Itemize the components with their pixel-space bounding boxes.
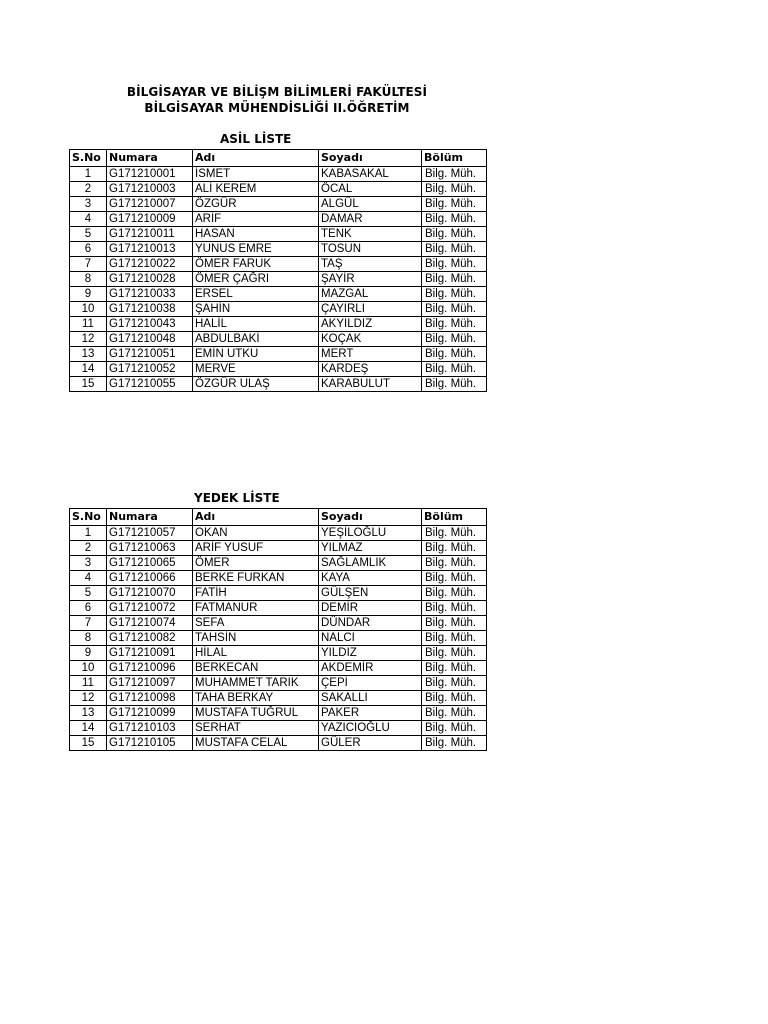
- cell-numara: G171210052: [107, 362, 193, 377]
- cell-soyadi: MAZGAL: [319, 287, 422, 302]
- cell-sno: 2: [70, 182, 107, 197]
- cell-adi: ÖMER ÇAĞRI: [193, 272, 319, 287]
- table-row: [70, 212, 487, 227]
- cell-sno: 15: [70, 736, 107, 751]
- cell-soyadi: TAŞ: [319, 257, 422, 272]
- cell-bolum: Bilg. Müh.: [422, 332, 487, 347]
- cell-numara: G171210091: [107, 646, 193, 661]
- cell-bolum: Bilg. Müh.: [422, 646, 487, 661]
- cell-sno: 15: [70, 377, 107, 392]
- cell-adi: ALİ KEREM: [193, 182, 319, 197]
- cell-adi: EMİN UTKU: [193, 347, 319, 362]
- cell-numara: G171210057: [107, 526, 193, 541]
- cell-bolum: Bilg. Müh.: [422, 362, 487, 377]
- cell-sno: 13: [70, 706, 107, 721]
- cell-adi: BERKECAN: [193, 661, 319, 676]
- cell-bolum: Bilg. Müh.: [422, 287, 487, 302]
- cell-numara: G171210099: [107, 706, 193, 721]
- cell-soyadi: DEMİR: [319, 601, 422, 616]
- table-row: [70, 317, 487, 332]
- table-row: [70, 541, 487, 556]
- cell-sno: 5: [70, 227, 107, 242]
- cell-adi: MERVE: [193, 362, 319, 377]
- cell-numara: G171210072: [107, 601, 193, 616]
- cell-sno: 5: [70, 586, 107, 601]
- cell-soyadi: ŞAYİR: [319, 272, 422, 287]
- table-row: [70, 601, 487, 616]
- asil-list-table: [69, 149, 487, 392]
- table-row: [70, 631, 487, 646]
- cell-soyadi: KABASAKAL: [319, 167, 422, 182]
- cell-numara: G171210013: [107, 242, 193, 257]
- cell-soyadi: KOÇAK: [319, 332, 422, 347]
- table-row: [70, 571, 487, 586]
- cell-sno: 11: [70, 317, 107, 332]
- cell-bolum: Bilg. Müh.: [422, 631, 487, 646]
- cell-soyadi: PAKER: [319, 706, 422, 721]
- cell-numara: G171210098: [107, 691, 193, 706]
- cell-sno: 3: [70, 556, 107, 571]
- cell-numara: G171210022: [107, 257, 193, 272]
- cell-bolum: Bilg. Müh.: [422, 227, 487, 242]
- cell-bolum: Bilg. Müh.: [422, 272, 487, 287]
- cell-numara: G171210051: [107, 347, 193, 362]
- cell-adi: ÖZGÜR ULAŞ: [193, 377, 319, 392]
- cell-bolum: Bilg. Müh.: [422, 676, 487, 691]
- cell-sno: 6: [70, 601, 107, 616]
- cell-bolum: Bilg. Müh.: [422, 556, 487, 571]
- cell-bolum: Bilg. Müh.: [422, 257, 487, 272]
- cell-soyadi: TENK: [319, 227, 422, 242]
- cell-sno: 13: [70, 347, 107, 362]
- cell-soyadi: ÇEPİ: [319, 676, 422, 691]
- cell-numara: G171210055: [107, 377, 193, 392]
- table-row: [70, 182, 487, 197]
- table-row: [70, 526, 487, 541]
- cell-numara: G171210105: [107, 736, 193, 751]
- cell-sno: 8: [70, 272, 107, 287]
- cell-numara: G171210038: [107, 302, 193, 317]
- cell-soyadi: MERT: [319, 347, 422, 362]
- cell-bolum: Bilg. Müh.: [422, 317, 487, 332]
- cell-sno: 4: [70, 212, 107, 227]
- table-row: [70, 721, 487, 736]
- column-header-adi: Adı: [193, 509, 319, 526]
- cell-numara: G171210074: [107, 616, 193, 631]
- cell-sno: 1: [70, 167, 107, 182]
- cell-sno: 7: [70, 257, 107, 272]
- column-header-sno: S.No: [70, 150, 107, 167]
- cell-adi: ARİF: [193, 212, 319, 227]
- cell-sno: 9: [70, 287, 107, 302]
- cell-soyadi: ÖCAL: [319, 182, 422, 197]
- cell-sno: 10: [70, 302, 107, 317]
- cell-adi: HALİL: [193, 317, 319, 332]
- cell-adi: HASAN: [193, 227, 319, 242]
- cell-numara: G171210043: [107, 317, 193, 332]
- cell-numara: G171210009: [107, 212, 193, 227]
- cell-sno: 7: [70, 616, 107, 631]
- table-row: [70, 736, 487, 751]
- yedek-list-title: YEDEK LİSTE: [194, 491, 280, 505]
- cell-adi: ŞAHİN: [193, 302, 319, 317]
- table-header-row: [70, 150, 487, 167]
- cell-soyadi: SAĞLAMLIK: [319, 556, 422, 571]
- cell-adi: ERSEL: [193, 287, 319, 302]
- table-row: [70, 257, 487, 272]
- table-row: [70, 287, 487, 302]
- cell-bolum: Bilg. Müh.: [422, 197, 487, 212]
- table-row: [70, 556, 487, 571]
- cell-adi: MUHAMMET TARIK: [193, 676, 319, 691]
- cell-soyadi: GÜLŞEN: [319, 586, 422, 601]
- cell-soyadi: YEŞİLOĞLU: [319, 526, 422, 541]
- cell-sno: 3: [70, 197, 107, 212]
- cell-sno: 2: [70, 541, 107, 556]
- column-header-adi: Adı: [193, 150, 319, 167]
- cell-adi: MUSTAFA TUĞRUL: [193, 706, 319, 721]
- cell-sno: 4: [70, 571, 107, 586]
- cell-soyadi: TOSUN: [319, 242, 422, 257]
- cell-bolum: Bilg. Müh.: [422, 736, 487, 751]
- table-row: [70, 646, 487, 661]
- cell-soyadi: DAMAR: [319, 212, 422, 227]
- cell-adi: ARİF YUSUF: [193, 541, 319, 556]
- cell-numara: G171210063: [107, 541, 193, 556]
- cell-soyadi: KARDEŞ: [319, 362, 422, 377]
- cell-adi: OKAN: [193, 526, 319, 541]
- cell-soyadi: ÇAYIRLI: [319, 302, 422, 317]
- cell-adi: ABDULBAKİ: [193, 332, 319, 347]
- cell-sno: 6: [70, 242, 107, 257]
- cell-bolum: Bilg. Müh.: [422, 526, 487, 541]
- cell-adi: YUNUS EMRE: [193, 242, 319, 257]
- cell-bolum: Bilg. Müh.: [422, 571, 487, 586]
- cell-soyadi: NALCI: [319, 631, 422, 646]
- cell-sno: 9: [70, 646, 107, 661]
- cell-numara: G171210097: [107, 676, 193, 691]
- cell-bolum: Bilg. Müh.: [422, 721, 487, 736]
- cell-bolum: Bilg. Müh.: [422, 347, 487, 362]
- table-row: [70, 377, 487, 392]
- cell-numara: G171210103: [107, 721, 193, 736]
- cell-adi: HİLAL: [193, 646, 319, 661]
- department-heading: BİLGİSAYAR MÜHENDİSLİĞİ II.ÖĞRETİM: [144, 101, 410, 115]
- yedek-list-table: [69, 508, 487, 751]
- table-row: [70, 332, 487, 347]
- column-header-soyadi: Soyadı: [319, 509, 422, 526]
- cell-adi: SEFA: [193, 616, 319, 631]
- column-header-bolum: Bölüm: [422, 509, 487, 526]
- cell-soyadi: GÜLER: [319, 736, 422, 751]
- cell-soyadi: YAZICIOĞLU: [319, 721, 422, 736]
- table-row: [70, 227, 487, 242]
- cell-soyadi: DÜNDAR: [319, 616, 422, 631]
- cell-bolum: Bilg. Müh.: [422, 167, 487, 182]
- cell-soyadi: AKDEMİR: [319, 661, 422, 676]
- table-row: [70, 167, 487, 182]
- cell-sno: 11: [70, 676, 107, 691]
- cell-soyadi: KAYA: [319, 571, 422, 586]
- cell-bolum: Bilg. Müh.: [422, 541, 487, 556]
- cell-numara: G171210066: [107, 571, 193, 586]
- table-row: [70, 302, 487, 317]
- cell-adi: TAHSİN: [193, 631, 319, 646]
- cell-bolum: Bilg. Müh.: [422, 302, 487, 317]
- cell-adi: İSMET: [193, 167, 319, 182]
- cell-soyadi: SAKALLI: [319, 691, 422, 706]
- cell-numara: G171210007: [107, 197, 193, 212]
- table-row: [70, 586, 487, 601]
- cell-sno: 8: [70, 631, 107, 646]
- cell-numara: G171210082: [107, 631, 193, 646]
- table-row: [70, 661, 487, 676]
- cell-sno: 10: [70, 661, 107, 676]
- table-row: [70, 691, 487, 706]
- cell-numara: G171210033: [107, 287, 193, 302]
- cell-adi: BERKE FURKAN: [193, 571, 319, 586]
- column-header-bolum: Bölüm: [422, 150, 487, 167]
- cell-bolum: Bilg. Müh.: [422, 586, 487, 601]
- table-row: [70, 362, 487, 377]
- table-row: [70, 272, 487, 287]
- cell-soyadi: AKYILDIZ: [319, 317, 422, 332]
- cell-bolum: Bilg. Müh.: [422, 691, 487, 706]
- cell-adi: MUSTAFA CELAL: [193, 736, 319, 751]
- cell-bolum: Bilg. Müh.: [422, 182, 487, 197]
- cell-adi: FATİH: [193, 586, 319, 601]
- column-header-numara: Numara: [107, 150, 193, 167]
- cell-bolum: Bilg. Müh.: [422, 706, 487, 721]
- cell-adi: ÖMER: [193, 556, 319, 571]
- cell-numara: G171210096: [107, 661, 193, 676]
- table-row: [70, 197, 487, 212]
- cell-bolum: Bilg. Müh.: [422, 601, 487, 616]
- cell-sno: 14: [70, 721, 107, 736]
- cell-adi: FATMANUR: [193, 601, 319, 616]
- cell-adi: SERHAT: [193, 721, 319, 736]
- cell-sno: 12: [70, 332, 107, 347]
- cell-bolum: Bilg. Müh.: [422, 377, 487, 392]
- cell-numara: G171210028: [107, 272, 193, 287]
- cell-sno: 1: [70, 526, 107, 541]
- cell-numara: G171210070: [107, 586, 193, 601]
- cell-adi: ÖZGÜR: [193, 197, 319, 212]
- cell-adi: ÖMER FARUK: [193, 257, 319, 272]
- cell-numara: G171210065: [107, 556, 193, 571]
- faculty-heading: BİLGİSAYAR VE BİLİŞM BİLİMLERİ FAKÜLTESİ: [126, 85, 428, 99]
- cell-bolum: Bilg. Müh.: [422, 242, 487, 257]
- asil-list-title: ASİL LİSTE: [220, 132, 292, 146]
- table-row: [70, 616, 487, 631]
- cell-numara: G171210001: [107, 167, 193, 182]
- cell-bolum: Bilg. Müh.: [422, 616, 487, 631]
- cell-soyadi: YILDIZ: [319, 646, 422, 661]
- column-header-numara: Numara: [107, 509, 193, 526]
- cell-sno: 12: [70, 691, 107, 706]
- cell-bolum: Bilg. Müh.: [422, 212, 487, 227]
- cell-soyadi: YILMAZ: [319, 541, 422, 556]
- cell-sno: 14: [70, 362, 107, 377]
- cell-soyadi: KARABULUT: [319, 377, 422, 392]
- cell-numara: G171210011: [107, 227, 193, 242]
- table-row: [70, 706, 487, 721]
- cell-adi: TAHA BERKAY: [193, 691, 319, 706]
- table-row: [70, 242, 487, 257]
- cell-bolum: Bilg. Müh.: [422, 661, 487, 676]
- cell-soyadi: ALGÜL: [319, 197, 422, 212]
- cell-numara: G171210003: [107, 182, 193, 197]
- table-row: [70, 347, 487, 362]
- table-header-row: [70, 509, 487, 526]
- column-header-soyadi: Soyadı: [319, 150, 422, 167]
- cell-numara: G171210048: [107, 332, 193, 347]
- table-row: [70, 676, 487, 691]
- column-header-sno: S.No: [70, 509, 107, 526]
